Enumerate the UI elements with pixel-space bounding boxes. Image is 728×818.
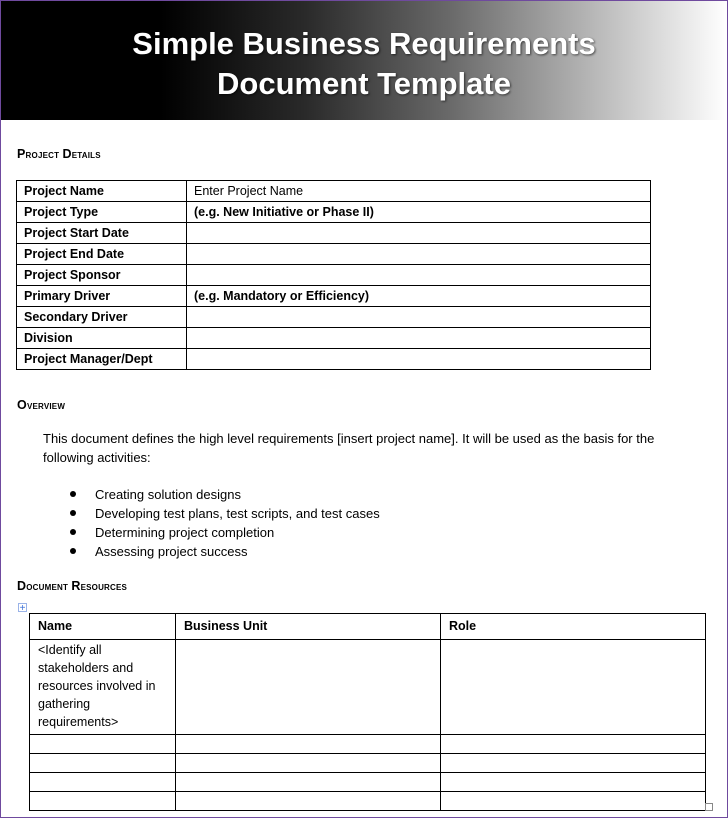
table-row: [17, 307, 651, 328]
division-cell[interactable]: [187, 328, 651, 349]
role-cell[interactable]: [441, 640, 706, 735]
name-cell[interactable]: [30, 792, 176, 811]
table-row: [17, 349, 651, 370]
role-cell[interactable]: [441, 735, 706, 754]
role-cell[interactable]: [441, 792, 706, 811]
row-label: Division: [17, 328, 187, 349]
overview-paragraph: This document defines the high level requirements [insert project name]. It will be used as the basis for the following activities:: [43, 431, 655, 465]
table-row: [17, 181, 651, 202]
business-unit-cell[interactable]: [176, 640, 441, 735]
column-header-business-unit: Business Unit: [176, 614, 441, 640]
row-label: Project Start Date: [17, 223, 187, 244]
project-manager-cell[interactable]: [187, 349, 651, 370]
table-row: [17, 202, 651, 223]
list-item: Determining project completion: [43, 523, 380, 542]
name-cell[interactable]: [30, 773, 176, 792]
list-item: Creating solution designs: [43, 485, 380, 504]
role-cell[interactable]: [441, 754, 706, 773]
bullet-icon: [70, 548, 76, 554]
stakeholder-name-cell[interactable]: <Identify all stakeholders and resources involved in gathering requirements>: [30, 640, 176, 735]
name-cell[interactable]: [30, 735, 176, 754]
table-header-row: [30, 614, 706, 640]
name-cell[interactable]: [30, 754, 176, 773]
primary-driver-cell[interactable]: (e.g. Mandatory or Efficiency): [187, 286, 651, 307]
activities-list: [43, 485, 380, 561]
row-label: Project Sponsor: [17, 265, 187, 286]
project-type-cell[interactable]: (e.g. New Initiative or Phase II): [187, 202, 651, 223]
row-label: Project Type: [17, 202, 187, 223]
table-move-handle-icon[interactable]: +: [19, 603, 26, 614]
table-row: [30, 735, 706, 754]
table-row: [30, 754, 706, 773]
title-line-1: Simple Business Requirements: [132, 26, 596, 61]
project-sponsor-cell[interactable]: [187, 265, 651, 286]
title-line-2: Document Template: [217, 66, 511, 101]
table-resize-handle-icon[interactable]: [705, 803, 713, 811]
row-label: Project Name: [17, 181, 187, 202]
heading-overview: Overview: [17, 398, 66, 412]
table-row: [30, 773, 706, 792]
column-header-name: Name: [30, 614, 176, 640]
bullet-icon: [70, 510, 76, 516]
row-label: Project Manager/Dept: [17, 349, 187, 370]
document-title: [0, 24, 728, 104]
bullet-icon: [70, 491, 76, 497]
heading-project-details: Project Details: [17, 147, 101, 161]
role-cell[interactable]: [441, 773, 706, 792]
project-name-cell[interactable]: Enter Project Name: [187, 181, 651, 202]
column-header-role: Role: [441, 614, 706, 640]
table-row: [30, 640, 706, 735]
document-resources-table: [29, 613, 706, 811]
project-details-table: [16, 180, 651, 370]
row-label: Primary Driver: [17, 286, 187, 307]
project-end-date-cell[interactable]: [187, 244, 651, 265]
bullet-icon: [70, 529, 76, 535]
business-unit-cell[interactable]: [176, 792, 441, 811]
row-label: Secondary Driver: [17, 307, 187, 328]
heading-document-resources: Document Resources: [17, 579, 128, 593]
list-item: Developing test plans, test scripts, and test cases: [43, 504, 380, 523]
table-row: [17, 328, 651, 349]
table-row: [17, 265, 651, 286]
table-row: [17, 223, 651, 244]
business-unit-cell[interactable]: [176, 773, 441, 792]
project-start-date-cell[interactable]: [187, 223, 651, 244]
table-row: [17, 286, 651, 307]
business-unit-cell[interactable]: [176, 754, 441, 773]
list-item: Assessing project success: [43, 542, 380, 561]
table-row: [30, 792, 706, 811]
row-label: Project End Date: [17, 244, 187, 265]
table-row: [17, 244, 651, 265]
business-unit-cell[interactable]: [176, 735, 441, 754]
secondary-driver-cell[interactable]: [187, 307, 651, 328]
